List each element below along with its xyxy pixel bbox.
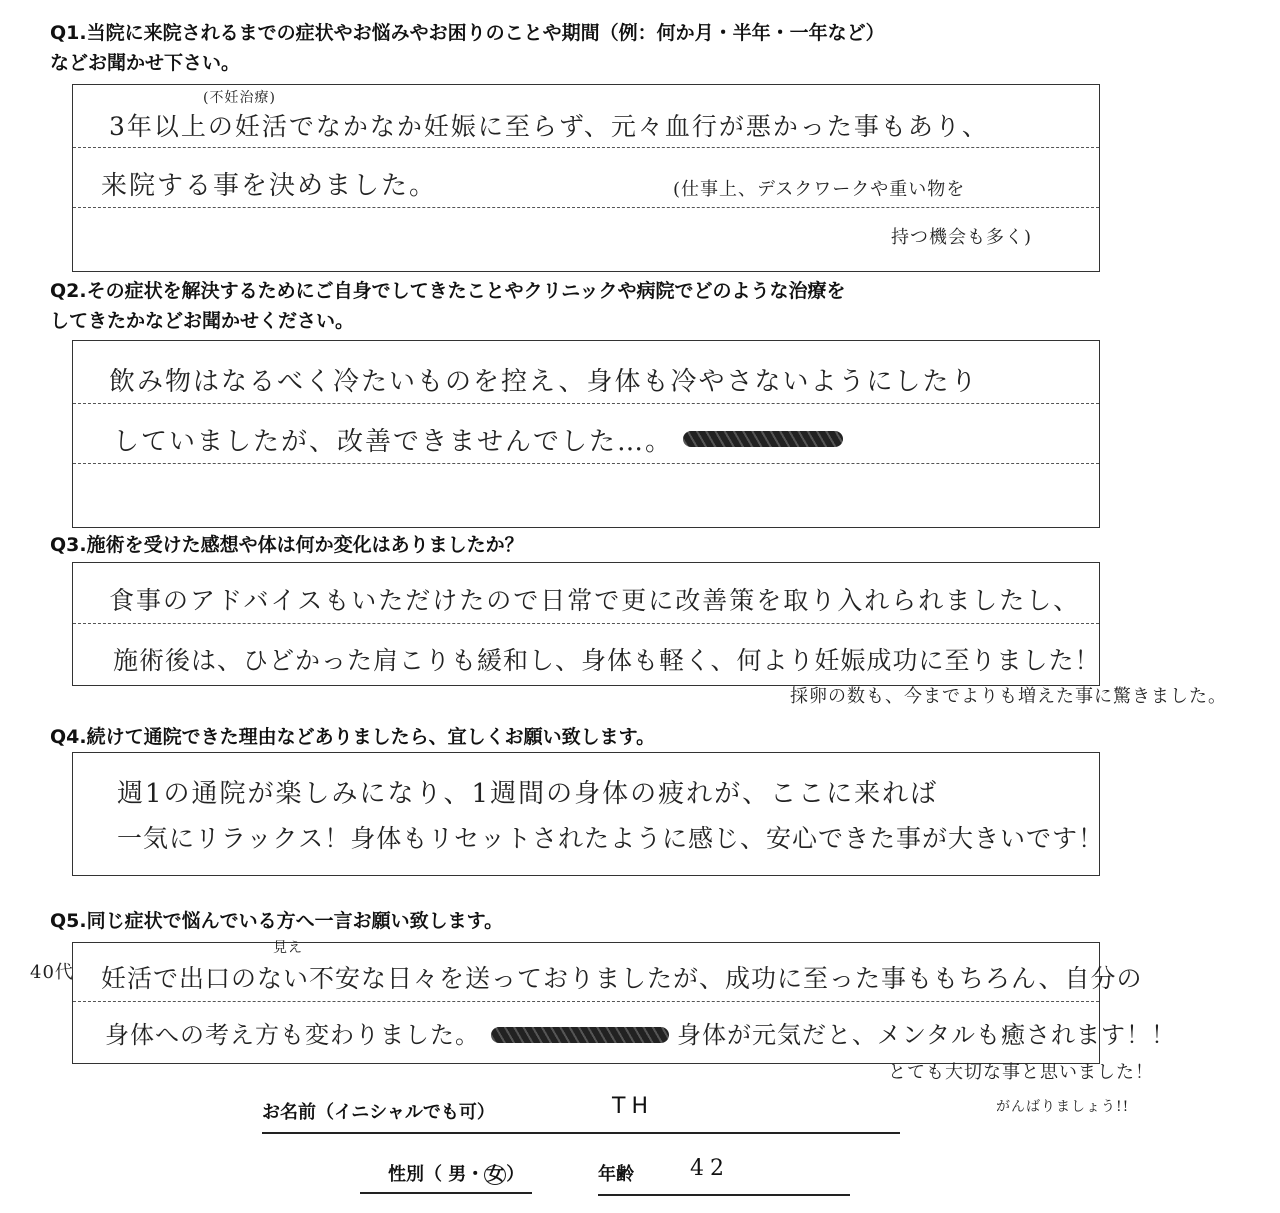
answer-box-4 [72,752,1105,876]
gender-label-pre: 性別（ 男・ [388,1164,485,1185]
age-underline [598,1194,850,1196]
answer-box-3 [72,562,1100,686]
question-5 [50,906,503,936]
answer-2-line1: 飲み物はなるべく冷たいものを控え、身体も冷やさないようにしたり [109,367,979,397]
answer-5-small-note: 見え [273,940,303,956]
answer-2-line2: していましたが、改善できませんでした…。 [113,427,674,457]
answer-5-line3: とても大切な事と思いました！ [888,1062,1154,1083]
answer-1-line2: 来院する事を決めました。 [101,171,438,201]
question-1-line2: などお聞かせ下さい。 [50,52,241,74]
answer-1-side-note2: 持つ機会も多く) [891,227,1033,248]
question-3-line1: Q3.施術を受けた感想や体は何か変化はありましたか？ [50,534,524,556]
age-label: 年齢 [598,1164,634,1185]
answer-box-2 [72,340,1100,528]
redaction-scribble-2 [491,1027,669,1043]
question-1 [50,18,885,78]
age-value: 42 [690,1156,730,1181]
question-4 [50,722,655,752]
answer-5-line2: 身体への考え方も変わりました。 [105,1021,480,1049]
question-1-line1: Q1.当院に来院されるまでの症状やお悩みやお困りのことや期間（例：何か月・半年・一年など） [50,22,885,44]
answer-5-line1: 妊活で出口のない不安な日々を送っておりましたが、成功に至った事ももちろん、自分の [101,964,1143,993]
answer-4-line2: 一気にリラックス！身体もリセットされたように感じ、安心できた事が大きいです！ [117,824,1105,853]
answer-box-1 [72,84,1100,272]
answer-5-line2b: 身体が元気だと、メンタルも癒されます！！ [677,1021,1177,1049]
answer-box-5 [72,940,1177,1064]
name-value: TH [612,1094,654,1119]
name-underline [262,1132,900,1134]
question-3 [50,530,524,560]
gender-label-post: ） [506,1164,525,1185]
answer-4-line1: 週1の通院が楽しみになり、1週間の身体の疲れが、ここに来れば [117,779,939,809]
question-2 [50,276,845,336]
question-5-line1: Q5.同じ症状で悩んでいる方へ一言お願い致します。 [50,910,504,932]
answer-3-line1: 食事のアドバイスもいただけたので日常で更に改善策を取り入れられましたし、 [109,586,1081,615]
gender-label [388,1160,524,1186]
answer-1-note: (不妊治療) [203,90,276,106]
answer-5-line4: がんばりましょう!! [996,1099,1130,1115]
answer-3-line2: 施術後は、ひどかった肩こりも緩和し、身体も軽く、何より妊娠成功に至りました！ [113,646,1101,675]
redaction-scribble [683,431,843,447]
answer-3-line3: 採卵の数も、今までよりも増えた事に驚きました。 [790,686,1227,707]
answer-1-line1: 3年以上の妊活でなかなか妊娠に至らず、元々血行が悪かった事もあり、 [109,112,989,141]
answer-5-prefix-note: 40代 [30,962,74,983]
question-2-line2: してきたかなどお聞かせください。 [50,310,355,332]
name-label: お名前（イニシャルでも可） [262,1102,495,1123]
answer-1-side-note1: (仕事上、デスクワークや重い物を [673,179,966,200]
gender-selected: 女 [486,1164,505,1185]
question-4-line1: Q4.続けて通院できた理由などありましたら、宜しくお願い致します。 [50,726,656,748]
gender-underline [360,1192,532,1194]
question-2-line1: Q2.その症状を解決するためにご自身でしてきたことやクリニックや病院でどのような治療を [50,280,846,302]
